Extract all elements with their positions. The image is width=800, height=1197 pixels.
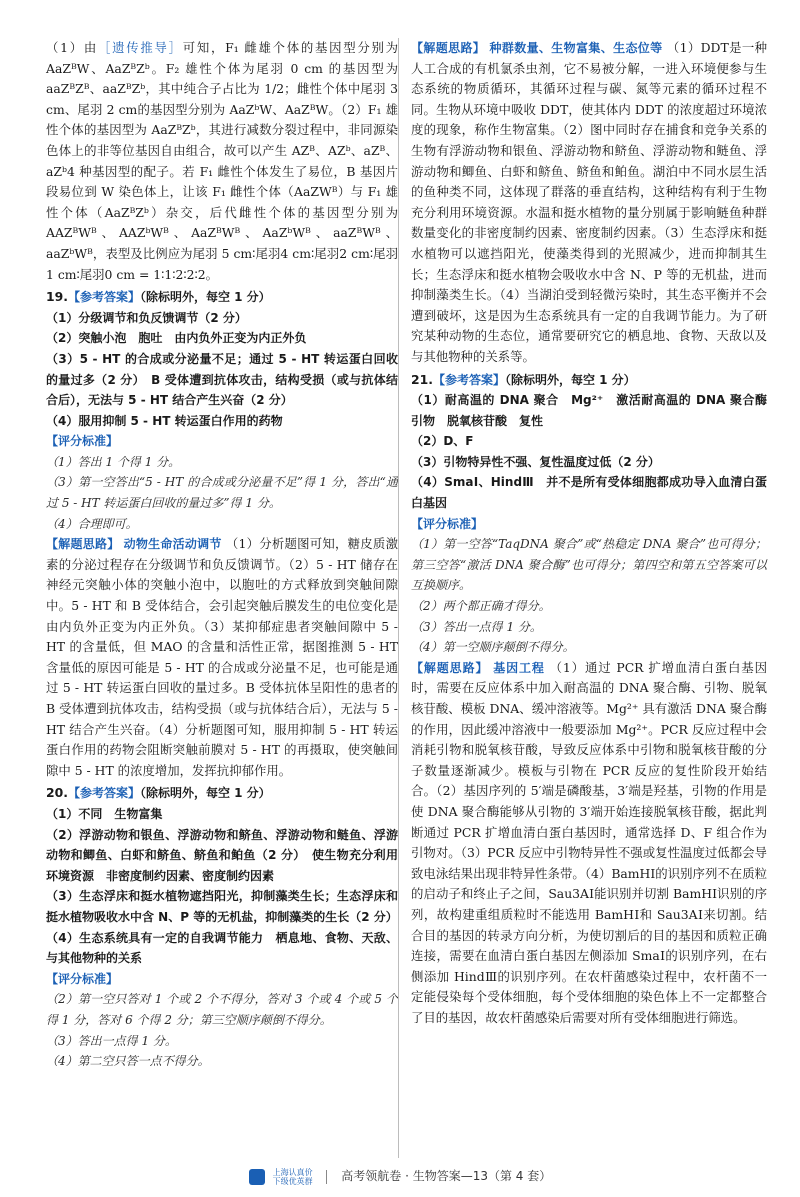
right-column bbox=[411, 38, 780, 1029]
footer-separator bbox=[326, 1170, 327, 1184]
scoring-line: （3）答出一点得 1 分。 bbox=[46, 1033, 177, 1048]
scoring-line: （3）第一空答出“5 - HT 的合成或分泌量不足”得 1 分，答出“通过 5 - HT 转运蛋白回收的量过多”得 1 分。 bbox=[46, 475, 398, 511]
answer-line: （4）SmaⅠ、HindⅢ 并不是所有受体细胞都成功导入血清白蛋白基因 bbox=[411, 475, 767, 511]
solution-topic: 基因工程 bbox=[493, 660, 545, 675]
solution-topic: 动物生命活动调节 bbox=[123, 537, 222, 552]
q19-answer-heading: 19.【参考答案】（除标明外，每空 1 分） bbox=[46, 289, 271, 305]
question-number: 19. bbox=[46, 289, 68, 305]
scoring-standard-heading: 【评分标准】 bbox=[46, 971, 119, 986]
publisher-brand: 上海认真价 下级优英群 bbox=[272, 1167, 313, 1186]
answer-line: （1）耐高温的 DNA 聚合 Mg²⁺ 激活耐高温的 DNA 聚合酶 引物 脱氧核苷酸 复性 bbox=[411, 393, 780, 428]
answer-line: （3）引物特异性不强、复性温度过低（2 分） bbox=[411, 454, 660, 469]
solution-idea: 【解题思路】 动物生命活动调节 （1）分析题图可知，糖皮质激素的分泌过程存在分级调节和负反馈调节。（2）5 - HT 储存在神经元突触小体的突触小泡中，以胞吐的方式释放到突触间隙中。5 - HT 和 B 受体结合，会引起突触后膜发生的电位变化是由内负外正变为内正外负。（3）某抑郁症患者突触间隙中 5 - HT 的含量低，但 MAO 的含量和活性正常，据图推测 5 - HT 含量低的原因可能是 5 - HT 的合成或分泌量不足，也可能是通过 5 - HT 转运蛋白回收的量过多。B 受体抗体呈阳性的患者的 B 受体遭到抗体攻击，结构受损（或与抗体结合后），无法与 5 - HT 结合产生兴奋。（4）分析题图可知，服用抑制 5 - HT 转运蛋白作用的药物会阻断突触前膜对 5 - HT 的再摄取，使突触间隙中 5 - HT 的浓度增加，发挥抗抑郁作用。 bbox=[46, 536, 398, 778]
answer-line: （4）服用抑制 5 - HT 转运蛋白作用的药物 bbox=[46, 413, 283, 428]
answer-line: （2）D、F bbox=[411, 434, 474, 449]
answer-line: （1）分级调节和负反馈调节（2 分） bbox=[46, 310, 247, 325]
q20-answer-heading: 20.【参考答案】（除标明外，每空 1 分） bbox=[46, 785, 271, 801]
scoring-standard-heading: 【评分标准】 bbox=[46, 434, 119, 449]
answer-line: （1）不同 生物富集 bbox=[46, 806, 163, 821]
answer-line: （3）5 - HT 的合成或分泌量不足；通过 5 - HT 转运蛋白回收的量过多（2 分） B 受体遭到抗体攻击，结构受损（或与抗体结合后），无法与 5 - HT 结合产生兴奋（2 分） bbox=[46, 351, 398, 408]
scoring-line: （4）合理即可。 bbox=[46, 516, 138, 531]
scoring-line: （3）答出一点得 1 分。 bbox=[411, 619, 542, 634]
answer-line: （2）浮游动物和银鱼、浮游动物和鲚鱼、浮游动物和鲢鱼、浮游动物和鲫鱼、白虾和鲚鱼、鲚鱼和鲌鱼（2 分） 使生物充分利用环境资源 非密度制约因素、密度制约因素 bbox=[46, 827, 398, 883]
scoring-line: （1）答出 1 个得 1 分。 bbox=[46, 454, 181, 469]
q18-continuation: （1）由［遗传推导］可知，F₁ 雌雄个体的基因型分别为 AaZᴮW、AaZᴮZᵇ。F₂ 雄性个体为尾羽 0 cm 的基因型为 aaZᴮZᴮ、aaZᴮZᵇ，其中纯合子占比为 1/2；雌性个体中尾羽 3 cm、尾羽 2 cm的基因型分别为 AaZᵇW、AaZᴮW。（2）F₁ 雄性个体的基因型为 AaZᴮZᵇ，其进行减数分裂过程中，非同源染色体上的非等位基因自由组合，故可以产生 AZᴮ、AZᵇ、aZᴮ、aZᵇ4 种基因型的配子。若 F₁ 雌性个体发生了易位，B 基因片段易位到 W 染色体上，让该 F₁ 雌性个体（AaZWᴮ）与 F₁ 雄性个体（AaZᴮZᵇ）杂交，后代雌性个体的基因型分别为 AAZᴮWᴮ、AAZᵇWᴮ、AaZᴮWᴮ、AaZᵇWᴮ、aaZᴮWᴮ、aaZᵇWᴮ，表型及比例应为尾羽 5 cm∶尾羽4 cm∶尾羽2 cm∶尾羽1 cm∶尾羽0 cm = 1∶1∶2∶2∶2。 bbox=[46, 40, 398, 282]
publisher-logo-icon bbox=[249, 1169, 265, 1185]
solution-idea: 【解题思路】 基因工程 （1）通过 PCR 扩增血清白蛋白基因时，需要在反应体系中加入耐高温的 DNA 聚合酶、引物、脱氧核苷酸、模板 DNA、缓冲溶液等。Mg²⁺ 具有激活 DNA 聚合酶的作用，因此缓冲溶液中一般要添加 Mg²⁺。PCR 反应过程中会消耗引物和脱氧核苷酸，导致反应体系中引物和脱氧核苷酸的分子数量逐渐减少。模板与引物在 PCR 反应的复性阶段开始结合。（2）基因序列的 5′端是磷酸基，3′端是羟基，引物的作用是使 DNA 聚合酶能够从引物的 3′端开始连接脱氧核苷酸，据此判断通过 PCR 扩增血清白蛋白基因时，通常选择 D、F 组合作为引物对。（3）PCR 反应中引物特异性不强或复性温度过低都会导致电泳结果出现非特异性条带。（4）BamHⅠ的识别序列不在质粒的启动子和终止子之间，Sau3AⅠ能识别并切割 BamHⅠ识别的序列，故构建重组质粒时不能选用 BamHⅠ和 Sau3AⅠ来切割。结合目的基因的转录方向分析，为使切割后的目的基因和质粒正确连接，需要在血清白蛋白基因左侧添加 SmaⅠ的识别序列，在右侧添加 HindⅢ的识别序列。在农杆菌感染过程中，农杆菌不一定能侵染每个受体细胞，每个受体细胞的染色体上不一定都整合了目的基因，故农杆菌感染后需要对所有受体细胞进行筛选。 bbox=[411, 659, 767, 1025]
question-number: 20. bbox=[46, 785, 68, 801]
scoring-line: （2）第一空只答对 1 个或 2 个不得分，答对 3 个或 4 个或 5 个得 1 分，答对 6 个得 2 分；第三空顺序颠倒不得分。 bbox=[46, 992, 398, 1027]
page-footer bbox=[0, 1166, 800, 1187]
solution-topic: 种群数量、生物富集、生态位等 bbox=[489, 41, 663, 55]
scoring-line: （4）第一空顺序颠倒不得分。 bbox=[411, 640, 575, 655]
scoring-line: （1）第一空答“TaqDNA 聚合”或“热稳定 DNA 聚合”也可得分；第三空答“激活 DNA 聚合酶”也可得分；第四空和第五空答案可以互换顺序。 bbox=[411, 537, 767, 593]
answer-line: （3）生态浮床和挺水植物遮挡阳光，抑制藻类生长；生态浮床和挺水植物吸收水中含 N、P 等的无机盐，抑制藻类的生长（2 分） bbox=[46, 889, 398, 924]
q21-answer-heading: 21.【参考答案】（除标明外，每空 1 分） bbox=[411, 371, 636, 387]
question-number: 21. bbox=[411, 371, 433, 387]
scoring-standard-heading: 【评分标准】 bbox=[411, 516, 484, 531]
reference-answer-tag: 【参考答案】 bbox=[432, 372, 505, 387]
answer-line: （4）生态系统具有一定的自我调节能力 栖息地、食物、天敌、与其他物种的关系 bbox=[46, 930, 398, 966]
column-divider bbox=[398, 38, 399, 1158]
scoring-line: （4）第二空只答一点不得分。 bbox=[46, 1054, 210, 1069]
reference-answer-tag: 【参考答案】 bbox=[67, 290, 140, 305]
answer-line: （2）突触小泡 胞吐 由内负外正变为内正外负 bbox=[46, 331, 307, 346]
scoring-line: （2）两个都正确才得分。 bbox=[411, 599, 551, 614]
footer-title: 高考领航卷 · 生物答案—13（第 4 套） bbox=[341, 1169, 552, 1184]
solution-idea: 【解题思路】 种群数量、生物富集、生态位等 （1）DDT是一种人工合成的有机氯杀虫剂，它不易被分解，一进入环境便参与生态系统的物质循环，其循环过程与碳、氮等元素的循环过程不同。生物从环境中吸收 DDT，使其体内 DDT 的浓度超过环境浓度的现象，称作生物富集。（2）图中同时存在捕食和竞争关系的生物有浮游动物和银鱼、浮游动物和鲚鱼、浮游动物和鲢鱼、浮游动物和鲫鱼、白虾和鲚鱼、鲚鱼和鲌鱼。湖泊中不同水层生活的鱼种类不同，这体现了群落的垂直结构，这种结构有利于生物充分利用环境资源。水温和挺水植物的量分别属于影响鲢鱼种群数量变化的非密度制约因素、密度制约因素。（3）生态浮床和挺水植物可以遮挡阳光，使藻类得到的光照减少，进而抑制其生长；生态浮床和挺水植物会吸收水中含 N、P 等的无机盐，进而抑制藻类生长。（4）当湖泊受到轻微污染时，其生态平衡并不会遭到破坏，这是因为生态系统具有一定的自我调节能力。为了研究某种动物的生态位，通常要研究它的栖息地、食物、天敌以及与其他物种的关系等。 bbox=[411, 40, 767, 364]
inline-link-genetics[interactable]: ［遗传推导］ bbox=[98, 40, 183, 55]
reference-answer-tag: 【参考答案】 bbox=[67, 786, 140, 801]
left-column bbox=[46, 38, 398, 1072]
